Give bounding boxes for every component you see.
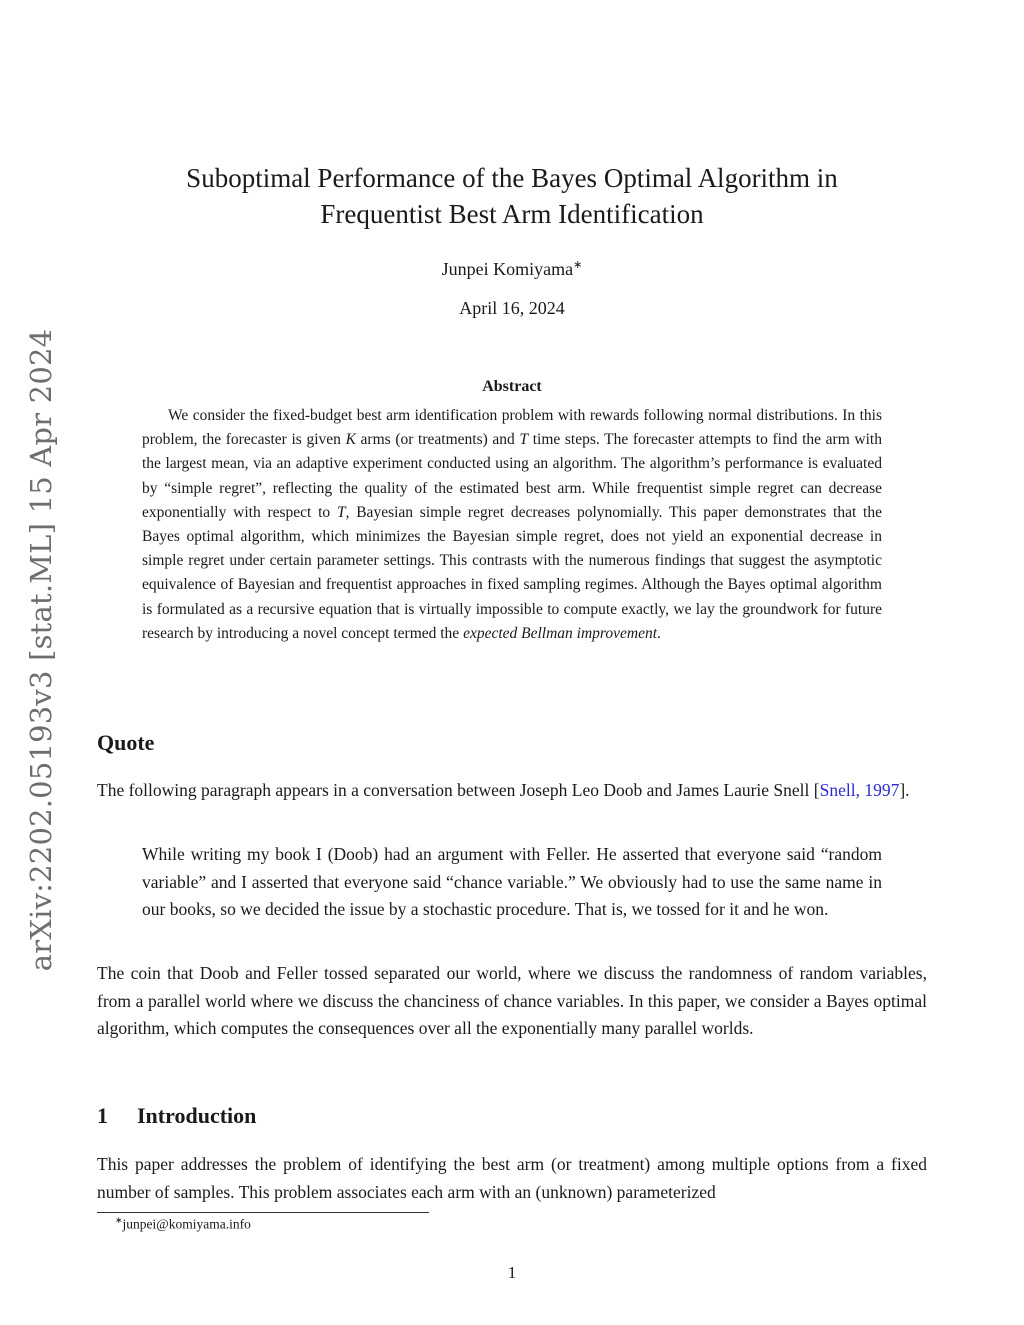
cite-open-bracket: [ bbox=[813, 780, 820, 800]
page-number: 1 bbox=[507, 1263, 517, 1282]
abstract-text-2: arms (or treatments) and bbox=[355, 431, 520, 449]
title-line-1: Suboptimal Performance of the Bayes Optimal Algorithm in bbox=[186, 163, 838, 193]
abstract-text-3: time steps. The forecaster attempts to find the arm with the largest mean, via an adaptive experiment conducted using an algorithm. The algorithm’s performance is evaluated by “simple regret”, reflecting the quality of the estimated best arm. While frequentist simple regret can decrease exponentially with respect to bbox=[142, 431, 882, 521]
paper-title bbox=[130, 160, 894, 232]
abstract-var-t-2: T bbox=[336, 503, 346, 521]
publication-date: April 16, 2024 bbox=[459, 298, 565, 318]
footnote-mark: ∗ bbox=[115, 1215, 123, 1225]
abstract-emphasis: expected Bellman improvement bbox=[463, 624, 658, 642]
abstract-heading: Abstract bbox=[482, 378, 542, 395]
footnote bbox=[115, 1215, 251, 1233]
introduction-paragraph: This paper addresses the problem of identifying the best arm (or treatment) among multiple options from a fixed number of samples. This problem associates each arm with an (unknown) parameterized bbox=[97, 1154, 927, 1202]
arxiv-identifier: arXiv:2202.05193v3 [stat.ML] 15 Apr 2024 bbox=[24, 328, 58, 972]
title-line-2: Frequentist Best Arm Identification bbox=[320, 199, 704, 229]
introduction-heading bbox=[97, 1103, 256, 1129]
abstract-var-t: T bbox=[519, 431, 529, 449]
block-quote: While writing my book I (Doob) had an argument with Feller. He asserted that everyone said “random variable” and I asserted that everyone said “chance variable.” We obviously had to use the same name in our books, so we decided the issue by a stochastic procedure. That is, we tossed for it and he won. bbox=[142, 844, 882, 919]
abstract-text-1: We consider the fixed-budget best arm identification problem with rewards following normal distributions. In this problem, the forecaster is given bbox=[142, 407, 882, 449]
section-number: 1 bbox=[97, 1103, 108, 1128]
abstract-var-k: K bbox=[345, 431, 356, 449]
citation-link-snell-1997[interactable]: Snell, 1997 bbox=[819, 780, 900, 800]
quote-heading: Quote bbox=[97, 730, 155, 755]
author-footnote-mark: ∗ bbox=[573, 259, 583, 271]
abstract-text-end: . bbox=[657, 624, 661, 642]
author bbox=[0, 258, 1024, 280]
abstract-text-4: , Bayesian simple regret decreases polynomially. This paper demonstrates that the Bayes optimal algorithm, which minimizes the Bayesian simple regret, does not yield an exponential decrease in simple regret under certain parameter settings. This contrasts with the numerous findings that suggest the asymptotic equivalence of Bayesian and frequentist approaches in fixed sampling regimes. Although the Bayes optimal algorithm is formulated as a recursive equation that is virtually impossible to compute exactly, we lay the groundwork for future research by introducing a novel concept termed the bbox=[142, 503, 882, 642]
quote-intro-text: The following paragraph appears in a conversation between Joseph Leo Doob and James Laurie Snell bbox=[97, 780, 814, 800]
quote-intro-paragraph bbox=[97, 777, 927, 805]
section-title: Introduction bbox=[137, 1103, 257, 1128]
quote-closing-paragraph: The coin that Doob and Feller tossed separated our world, where we discuss the randomness of random variables, from a parallel world where we discuss the chanciness of chance variables. In this paper, we consider a Bayes optimal algorithm, which computes the consequences over all the exponentially many parallel worlds. bbox=[97, 963, 927, 1038]
author-name: Junpei Komiyama bbox=[441, 259, 574, 279]
footnote-divider bbox=[97, 1212, 429, 1213]
cite-close-bracket: ]. bbox=[899, 780, 910, 800]
footnote-email: junpei@komiyama.info bbox=[122, 1216, 251, 1232]
abstract-body bbox=[142, 404, 882, 646]
